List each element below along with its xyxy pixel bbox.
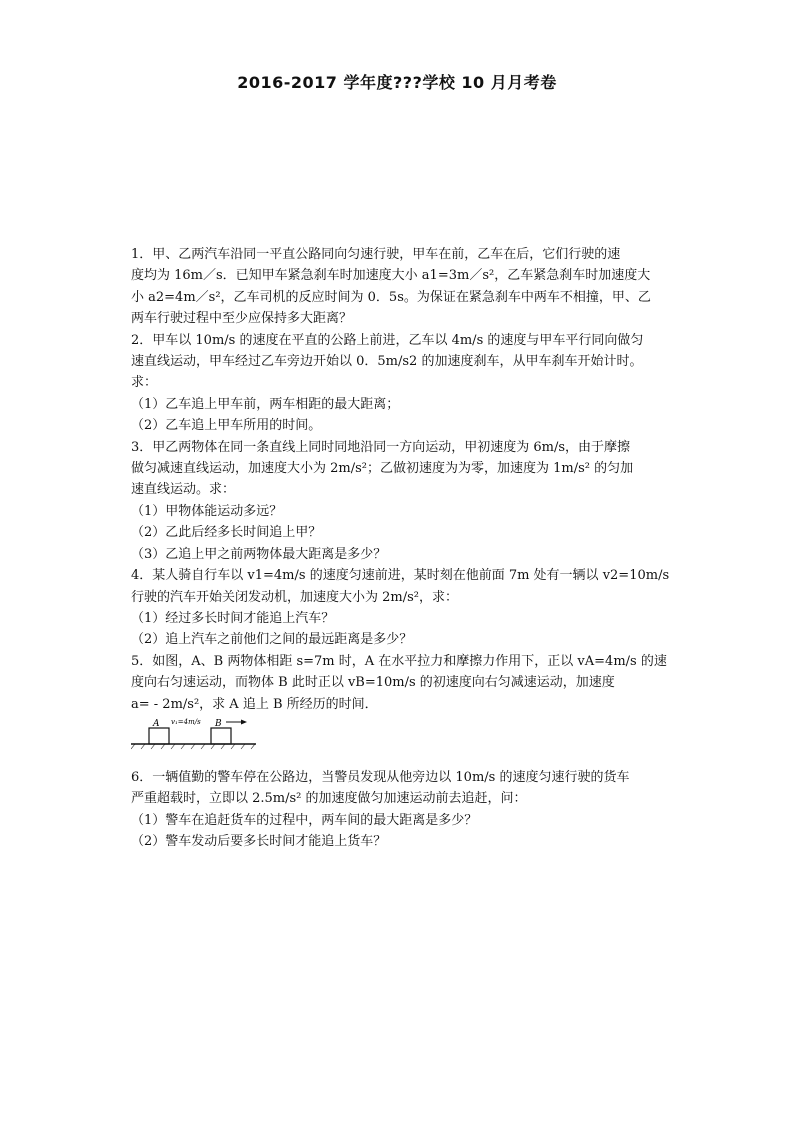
sub-question: （3）乙追上甲之前两物体最大距离是多少？ bbox=[131, 546, 387, 562]
label-b: B bbox=[215, 718, 222, 729]
question-line: 速直线运动。求： bbox=[131, 482, 236, 498]
sub-question: （2）警车发动后要多长时间才能追上货车？ bbox=[131, 834, 387, 850]
motion-diagram bbox=[131, 718, 281, 752]
question-line: 6．一辆值勤的警车停在公路边，当警员发现从他旁边以 10m/s 的速度匀速行驶的货车 bbox=[131, 769, 630, 785]
sub-question: （1）经过多长时间才能追上汽车？ bbox=[131, 610, 335, 626]
question-line: 严重超载时，立即以 2.5m/s² 的加速度做匀加速运动前去追赶，问： bbox=[131, 791, 527, 807]
question-line: 3．甲乙两物体在同一条直线上同时同地沿同一方向运动，甲初速度为 6m/s，由于摩擦 bbox=[131, 439, 631, 455]
sub-question: （1）乙车追上甲车前，两车相距的最大距离； bbox=[131, 396, 400, 412]
sub-question: （1）警车在追赶货车的过程中，两车间的最大距离是多少？ bbox=[131, 812, 478, 828]
page-title: 2016-2017 学年度???学校 10 月月考卷 bbox=[237, 73, 557, 92]
question-line: 做匀减速直线运动，加速度大小为 2m/s²；乙做初速度为为零，加速度为 1m/s² 的匀加 bbox=[131, 461, 634, 477]
question-line: 度向右匀速运动，而物体 B 此时正以 vB=10m/s 的初速度向右匀减速运动，加速度 bbox=[131, 675, 615, 691]
question-line: 度均为 16m／s．已知甲车紧急刹车时加速度大小 a1=3m／s²，乙车紧急刹车时加速度大 bbox=[131, 268, 651, 284]
block-b bbox=[211, 728, 231, 744]
question-line: 4．某人骑自行车以 v1=4m/s 的速度匀速前进，某时刻在他前面 7m 处有一辆以 v2=10m/s bbox=[131, 568, 670, 584]
question-line: 两车行驶过程中至少应保持多大距离？ bbox=[131, 311, 353, 327]
question-5 bbox=[131, 651, 671, 715]
sub-question: （2）追上汽车之前他们之间的最远距离是多少？ bbox=[131, 632, 413, 648]
question-3 bbox=[131, 437, 671, 565]
question-line: 速直线运动，甲车经过乙车旁边开始以 0．5m/s2 的加速度刹车，从甲车刹车开始计时。 bbox=[131, 354, 643, 370]
question-line: a= - 2m/s²，求 A 追上 B 所经历的时间． bbox=[131, 696, 378, 712]
block-a bbox=[149, 728, 169, 744]
exam-content bbox=[131, 244, 671, 853]
label-a: A bbox=[153, 718, 160, 729]
question-line: 小 a2=4m／s²，乙车司机的反应时间为 0．5s。为保证在紧急刹车中两车不相撞，甲、乙 bbox=[131, 289, 651, 305]
sub-question: （2）乙车追上甲车所用的时间。 bbox=[131, 418, 322, 434]
question-6 bbox=[131, 767, 671, 853]
question-line: 1．甲、乙两汽车沿同一平直公路同向匀速行驶，甲车在前，乙车在后，它们行驶的速 bbox=[131, 247, 621, 262]
question-line: 求： bbox=[131, 375, 158, 391]
question-line: 行驶的汽车开始关闭发动机，加速度大小为 2m/s²，求： bbox=[131, 589, 458, 605]
question-1 bbox=[131, 244, 671, 330]
ground-hatch bbox=[131, 744, 255, 749]
motion-figure bbox=[131, 718, 671, 752]
arrow-head bbox=[241, 719, 247, 724]
question-line: 5．如图，A、B 两物体相距 s=7m 时，A 在水平拉力和摩擦力作用下，正以 vA=4m/s 的速 bbox=[131, 653, 667, 669]
question-2 bbox=[131, 330, 671, 437]
question-4 bbox=[131, 565, 671, 651]
question-line: 2．甲车以 10m/s 的速度在平直的公路上前进，乙车以 4m/s 的速度与甲车平行同向做匀 bbox=[131, 332, 644, 348]
sub-question: （2）乙此后经多长时间追上甲？ bbox=[131, 525, 322, 541]
label-velocity: v₁=4m/s bbox=[171, 717, 201, 726]
sub-question: （1）甲物体能运动多远？ bbox=[131, 503, 283, 519]
